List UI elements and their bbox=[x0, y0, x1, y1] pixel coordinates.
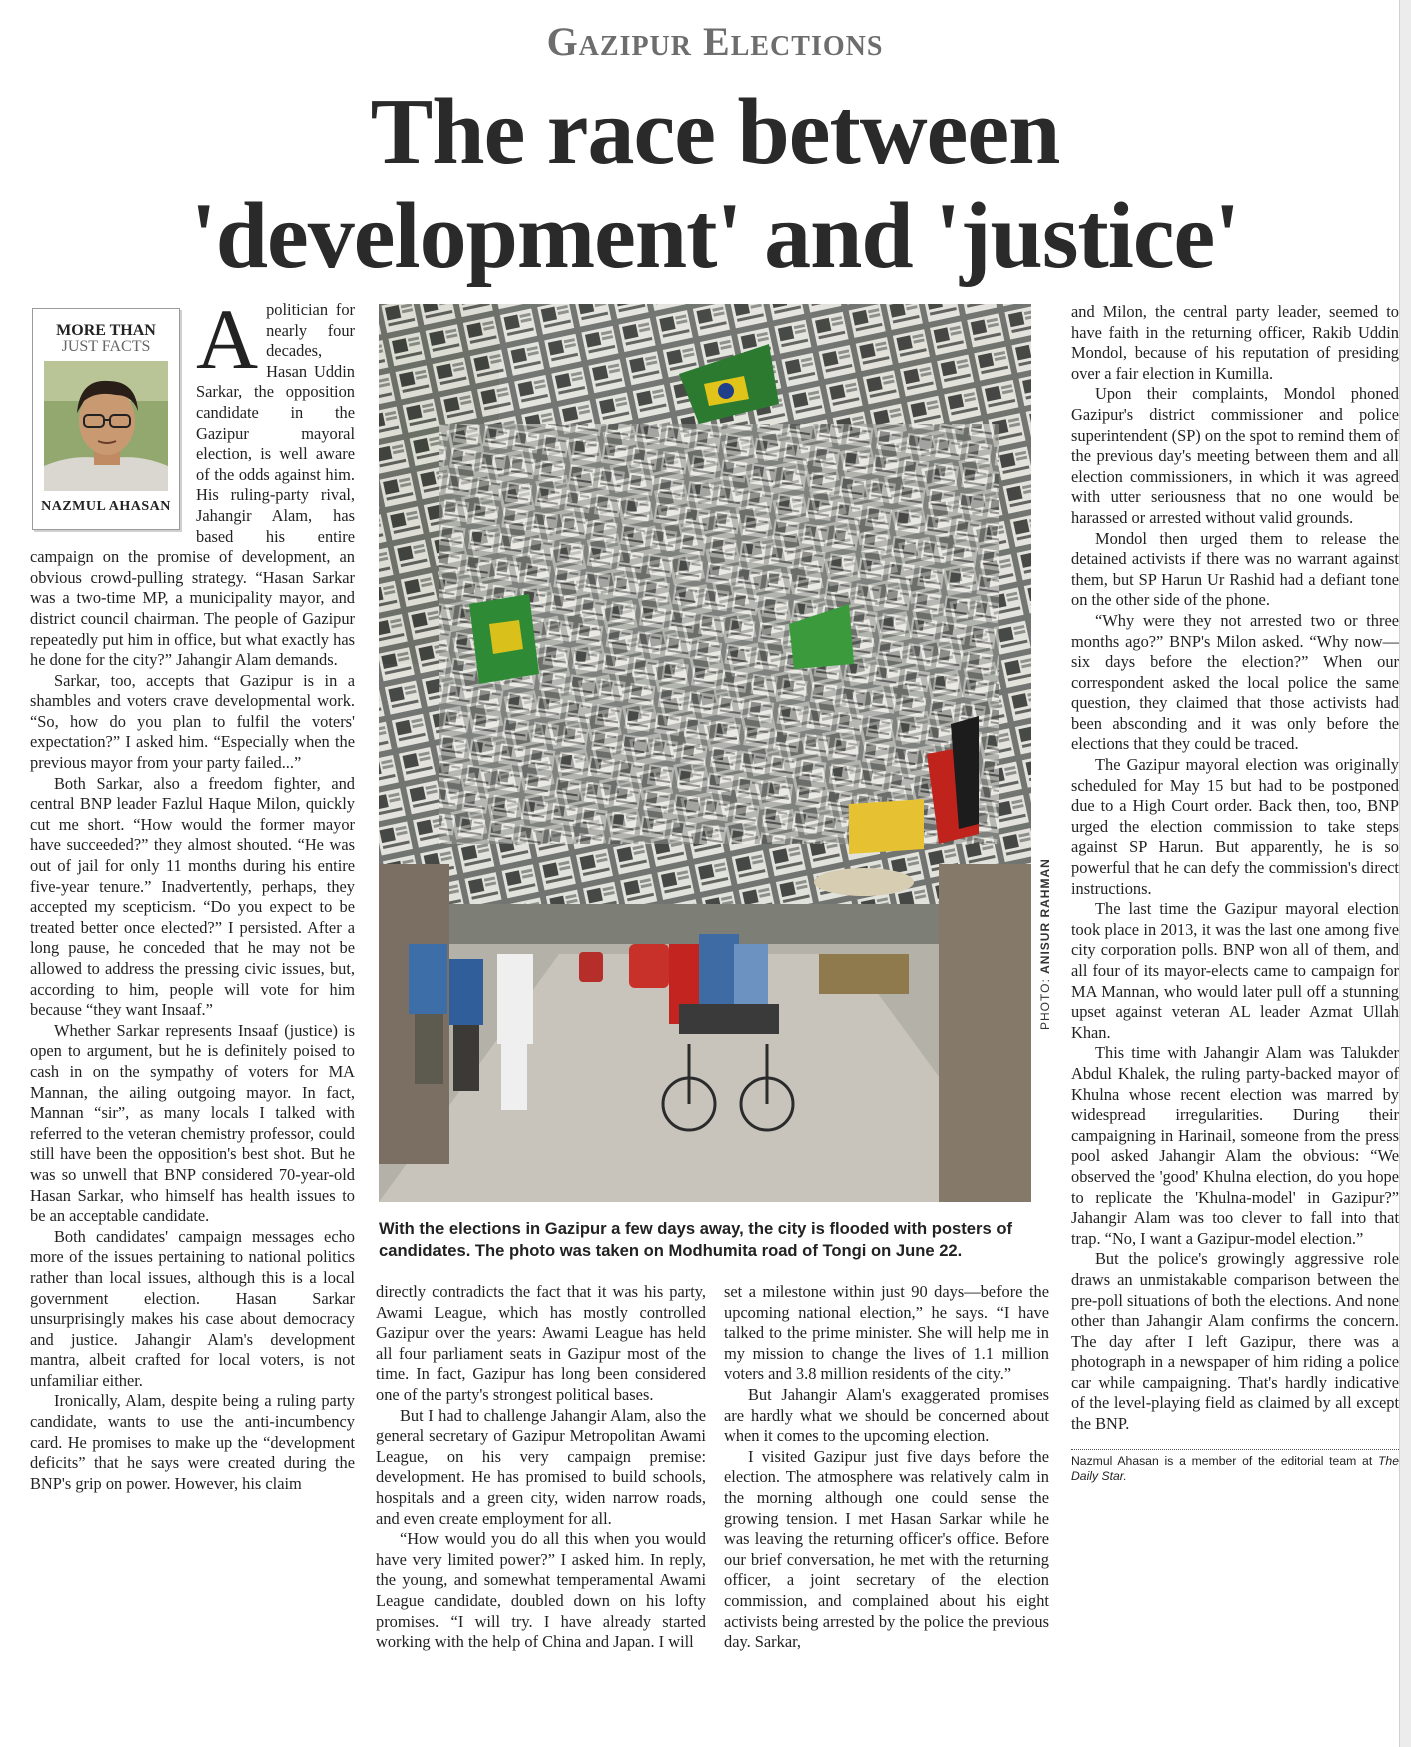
photo-credit-name: ANISUR RAHMAN bbox=[1038, 858, 1052, 974]
author-box-label-top: MORE THAN bbox=[56, 322, 156, 339]
footnote-divider bbox=[1071, 1449, 1399, 1450]
headline-line-2: 'development' and 'justice' bbox=[190, 184, 1240, 288]
paragraph: and Milon, the central party leader, seemed to have faith in the returning officer, Rakib Uddin Mondol, because of his reputation of presiding over a fair election in Kumilla. bbox=[1071, 302, 1399, 383]
paragraph: politician for nearly four decades, Hasan Uddin Sarkar, the opposition candidate in the Gazipur mayoral election, is well aware of the odds against him. His ruling-party rival, Jahangir Alam, has based his entire campaign on the promise of development, an obvious crowd-pulling strategy. “Hasan Sarkar was a two-time MP, a municipality mayor, and district council chairman. The people of Gazipur repeatedly put him in office, but what exactly has he done for the city?” Jahangir Alam demands. bbox=[30, 300, 355, 670]
article-column-4 bbox=[1071, 302, 1399, 1484]
article-column-2 bbox=[376, 1282, 706, 1653]
paragraph: Whether Sarkar represents Insaaf (justice) is open to argument, but he is definitely poised to cash in on the sympathy of voters for MA Mannan, the ailing outgoing mayor. In fact, Mannan “sir”, as many locals I talked with referred to the veteran chemistry professor, could still have been the opposition's best shot. But he was so unwell that BNP considered 70-year-old Hasan Sarkar, who himself has health issues to be an acceptable candidate. bbox=[30, 1020, 355, 1226]
paragraph: The Gazipur mayoral election was originally scheduled for May 15 but had to be postponed due to a High Court order. Back then, too, BNP urged the election commission to take steps against SP Harun. But apparently, he is so powerful that he can defy the commission's direct instructions. bbox=[1071, 755, 1399, 898]
paragraph: But the police's growingly aggressive role draws an unmistakable comparison between the pre-poll situations of both the elections. And none other than Jahangir Alam confirms the concern. The day after I left Gazipur, there was a photograph in a newspaper of him riding a police car while campaigning. That's hardly indicative of the level-playing field as claimed by all except the BNP. bbox=[1071, 1249, 1399, 1434]
paragraph: “How would you do all this when you would have very limited power?” I asked him. In reply, the young, and somewhat temperamental Awami League candidate, doubled down on his lofty promises. “I will try. I have already started working with the help of China and Japan. I will bbox=[376, 1529, 706, 1652]
author-footnote bbox=[1071, 1454, 1399, 1484]
paragraph: Ironically, Alam, despite being a ruling party candidate, wants to use the anti-incumbency card. He promises to make up the “development deficits” that he says were created during the BNP's grip on power. However, his claim bbox=[30, 1391, 355, 1493]
paragraph: I visited Gazipur just five days before the election. The atmosphere was relatively calm in the morning although one could sense the growing tension. I met Hasan Sarkar while he was leaving the returning officer's office. Before our brief conversation, he met with the returning officer, a joint secretary of the election commission, and complained about his eight activists being arrested by the police the previous day. Sarkar, bbox=[724, 1446, 1049, 1652]
paragraph: Mondol then urged them to release the detained activists if there was no warrant against them, but SP Harun Ur Rashid had a defiant tone on the other side of the phone. bbox=[1071, 528, 1399, 610]
paragraph: But I had to challenge Jahangir Alam, also the general secretary of Gazipur Metropolitan Awami League, on his very campaign premise: development. He has promised to build schools, hospitals and a green city, widen narrow roads, and even create employment for all. bbox=[376, 1405, 706, 1528]
author-box-label-bottom: JUST FACTS bbox=[61, 338, 151, 355]
article-column-1 bbox=[30, 291, 355, 1494]
author-name: NAZMUL AHASAN bbox=[41, 499, 171, 514]
paragraph: set a milestone within just 90 days—before the upcoming national election,” he says. “I have talked to the prime minister. She will help me in my mission to change the lives of 1.1 million voters and 3.8 million residents of the city.” bbox=[724, 1282, 1049, 1384]
drop-cap: A bbox=[196, 291, 259, 387]
paragraph: Both Sarkar, also a freedom fighter, and central BNP leader Fazlul Haque Milon, quickly cut me short. “How would the former mayor have succeeded?” they almost shouted. “He was out of jail for only 11 months during his entire five-year tenure.” Inadvertently, perhaps, they accepted my scepticism. “Do you expect to be treated better once elected?” I persisted. After a long pause, he conceded that he may not be allowed to address the pressing civic issues, but, according to him, people will vote for him because “they want Insaaf.” bbox=[30, 773, 355, 1020]
photo-credit bbox=[1038, 858, 1052, 1030]
paragraph: Sarkar, too, accepts that Gazipur is in a shambles and voters crave developmental work. “So, how do you plan to fulfil the voters' expectation?” I asked him. “Especially when the previous mayor from your party failed...” bbox=[30, 670, 355, 773]
footnote-publication: The Daily Star. bbox=[1071, 1453, 1399, 1483]
paragraph: The last time the Gazipur mayoral election took place in 2013, it was the last one among five city corporation polls. BNP won all of them, and all four of its mayor-elects came to campaign for MA Mannan, who would later pull off a stunning upset against veteran AL leader Azmat Ullah Khan. bbox=[1071, 899, 1399, 1042]
street-poster-photo bbox=[379, 304, 1031, 1202]
article-column-3 bbox=[724, 1282, 1049, 1653]
paragraph: Both candidates' campaign messages echo more of the issues pertaining to national politics rather than local issues, although this is a local government election. Hasan Sarkar unsurprisingly makes his case about democracy and justice. Jahangir Alam's development mantra, albeit crafted for local voters, is not unfamiliar either. bbox=[30, 1226, 355, 1390]
footnote-text: Nazmul Ahasan is a member of the editorial team at bbox=[1071, 1453, 1378, 1468]
paragraph: “Why were they not arrested two or three months ago?” BNP's Milon asked. “Why now—six days before the election?” When our correspondent asked the local police the same question, they claimed that those activists had been absconding and it was only before the elections that they could be traced. bbox=[1071, 610, 1399, 754]
headline bbox=[0, 80, 1400, 288]
photo-credit-prefix: PHOTO: bbox=[1038, 973, 1052, 1030]
photo-caption: With the elections in Gazipur a few days away, the city is flooded with posters of candidates. The photo was taken on Modhumita road of Tongi on June 22. bbox=[379, 1219, 1012, 1260]
author-portrait bbox=[44, 361, 168, 491]
page-edge bbox=[1399, 0, 1411, 1747]
paragraph: directly contradicts the fact that it was his party, Awami League, which has mostly controlled Gazipur over the years: Awami League has held all four parliament seats in Gazipur most of the time. In fact, Gazipur has long been considered one of the party's strongest political bases. bbox=[376, 1282, 706, 1404]
headline-line-1: The race between bbox=[370, 80, 1060, 184]
author-box bbox=[32, 308, 180, 530]
section-kicker: Gazipur Elections bbox=[546, 19, 884, 64]
paragraph: Upon their complaints, Mondol phoned Gazipur's district commissioner and police superintendent (SP) on the spot to remind them of the previous day's meeting between them and all election commissioners, in which it was agreed with utter seriousness that no one would be harassed or arrested without valid grounds. bbox=[1071, 384, 1399, 527]
paragraph: This time with Jahangir Alam was Talukder Abdul Khalek, the ruling party-backed mayor of Khulna whose recent election was marred by widespread irregularities. During their campaigning in Harinail, someone from the press pool asked Jahangir Alam the obvious: “We observed the 'good' Khulna election, do you hope to replicate the 'Khulna-model' in Gazipur?” Jahangir Alam was too clever to fall into that trap. “No, I want a Gazipur-model election.” bbox=[1071, 1043, 1399, 1248]
paragraph: But Jahangir Alam's exaggerated promises are hardly what we should be concerned about when it comes to the upcoming election. bbox=[724, 1384, 1049, 1446]
